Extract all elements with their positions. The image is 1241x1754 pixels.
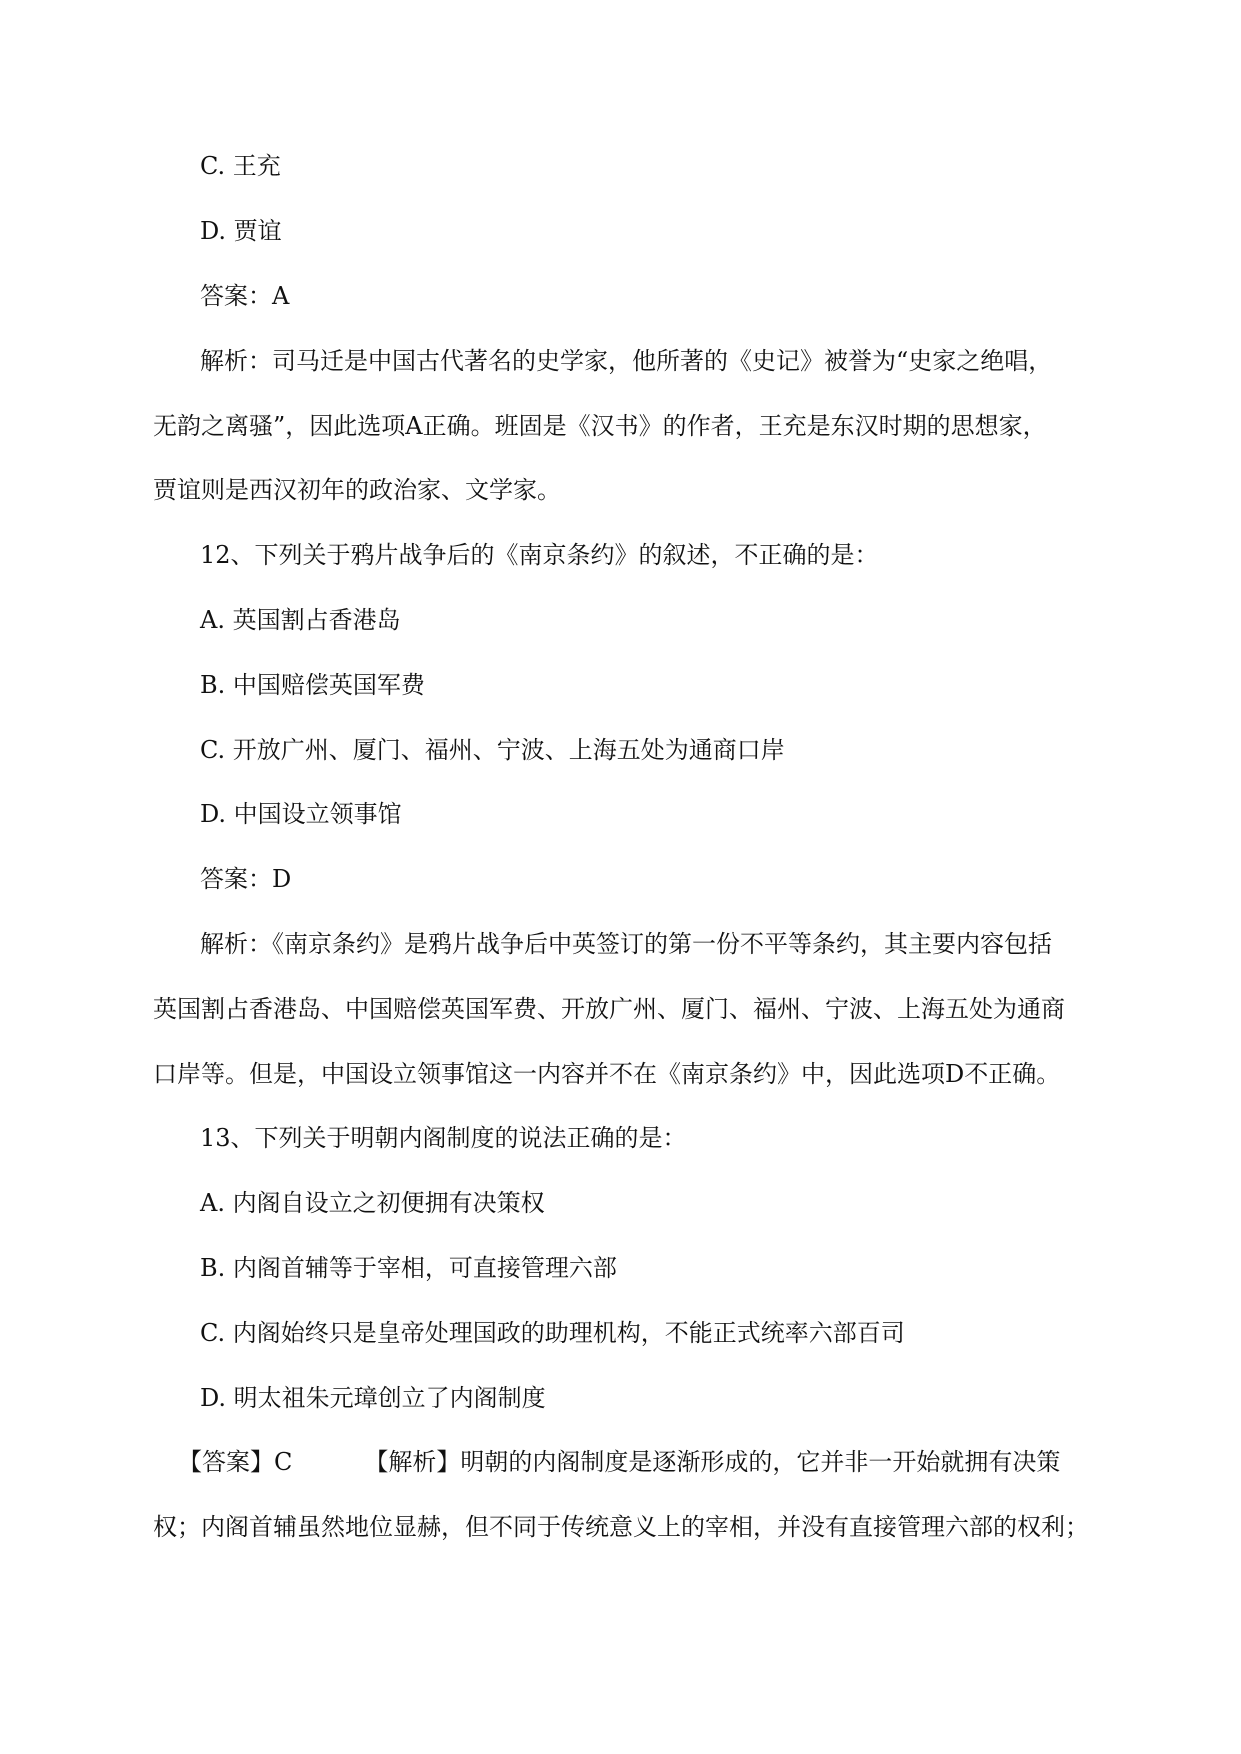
q11-option-d: D. 贾谊 <box>200 217 282 245</box>
q13-option-c: C. 内阁始终只是皇帝处理国政的助理机构，不能正式统率六部百司 <box>200 1319 905 1347</box>
q13-answer: 【答案】C <box>178 1448 293 1476</box>
q13-question: 13、下列关于明朝内阁制度的说法正确的是： <box>200 1124 687 1152</box>
q12-option-b: B. 中国赔偿英国军费 <box>200 671 425 699</box>
q13-explanation-line-2: 权；内阁首辅虽然地位显赫，但不同于传统意义上的宰相，并没有直接管理六部的权利； <box>153 1513 1089 1541</box>
q13-option-a: A. 内阁自设立之初便拥有决策权 <box>200 1189 545 1217</box>
q12-explanation-line-3: 口岸等。但是，中国设立领事馆这一内容并不在《南京条约》中，因此选项D不正确。 <box>153 1060 1061 1088</box>
q12-option-c: C. 开放广州、厦门、福州、宁波、上海五处为通商口岸 <box>200 736 785 764</box>
q12-explanation-line-1: 解析：《南京条约》是鸦片战争后中英签订的第一份不平等条约，其主要内容包括 <box>200 930 1052 958</box>
q13-explanation-start: 【解析】明朝的内阁制度是逐渐形成的，它并非一开始就拥有决策 <box>364 1448 1061 1476</box>
q12-option-a: A. 英国割占香港岛 <box>200 606 401 634</box>
q11-explanation-line-1: 解析：司马迁是中国古代著名的史学家，他所著的《史记》被誉为“史家之绝唱， <box>200 347 1053 375</box>
q11-explanation-line-3: 贾谊则是西汉初年的政治家、文学家。 <box>153 476 561 504</box>
q13-answer-explanation-line-1 <box>178 1445 1060 1479</box>
q12-option-d: D. 中国设立领事馆 <box>200 800 402 828</box>
q12-answer: 答案：D <box>200 865 292 893</box>
q13-option-b: B. 内阁首辅等于宰相，可直接管理六部 <box>200 1254 617 1282</box>
q11-explanation-line-2: 无韵之离骚”，因此选项A正确。班固是《汉书》的作者，王充是东汉时期的思想家， <box>153 412 1047 440</box>
q12-question: 12、下列关于鸦片战争后的《南京条约》的叙述，不正确的是： <box>200 541 879 569</box>
q12-explanation-line-2: 英国割占香港岛、中国赔偿英国军费、开放广州、厦门、福州、宁波、上海五处为通商 <box>153 995 1065 1023</box>
q11-answer: 答案：A <box>200 282 290 310</box>
q11-option-c: C. 王充 <box>200 152 281 180</box>
q13-option-d: D. 明太祖朱元璋创立了内阁制度 <box>200 1384 546 1412</box>
